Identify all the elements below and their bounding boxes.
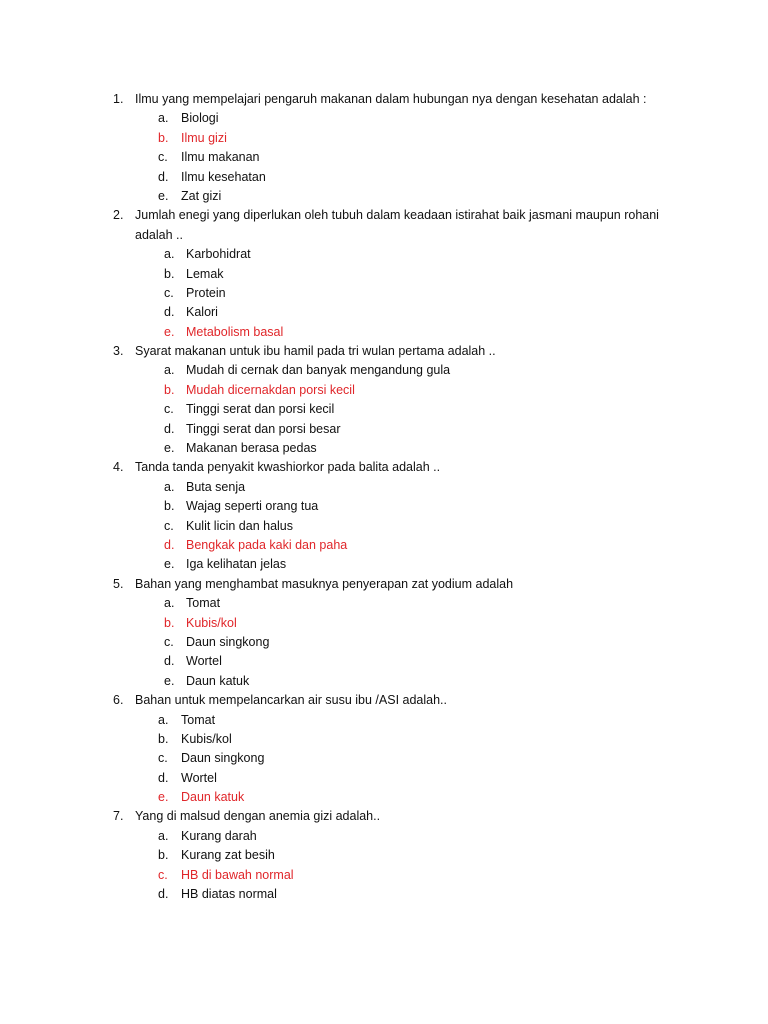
option-text: Kalori [186,305,218,320]
question-number: 6. [113,693,124,708]
option-letter: b. [158,130,169,145]
answer-option-correct [0,381,768,400]
option-letter: b. [164,615,175,630]
option-text: Bengkak pada kaki dan paha [186,537,348,552]
option-text: Kulit licin dan halus [186,518,294,533]
option-letter: e. [164,557,175,572]
answer-option [0,711,768,730]
question-line [0,90,768,109]
question-line [0,691,768,710]
answer-option [0,749,768,768]
option-letter: d. [158,169,169,184]
answer-option-correct [0,614,768,633]
answer-option [0,478,768,497]
question-number: 5. [113,576,124,591]
answer-option [0,265,768,284]
option-text: Protein [186,285,226,300]
answer-option-correct [0,536,768,555]
answer-option [0,284,768,303]
question-line [0,575,768,594]
option-text: Daun katuk [181,790,245,805]
option-text: Kurang zat besih [181,848,275,863]
option-text: Wajag seperti orang tua [186,499,319,514]
option-letter: e. [164,673,175,688]
answer-option [0,245,768,264]
answer-option [0,420,768,439]
option-letter: c. [164,518,174,533]
answer-option-correct [0,866,768,885]
option-letter: d. [164,305,175,320]
option-text: Tomat [181,712,216,727]
option-letter: e. [158,790,169,805]
question-number: 1. [113,92,124,106]
option-text: Tinggi serat dan porsi kecil [186,402,335,417]
answer-option [0,633,768,652]
option-letter: d. [158,770,169,785]
option-text: Metabolism basal [186,324,284,339]
option-text: Daun katuk [186,673,250,688]
answer-option [0,769,768,788]
option-letter: d. [164,537,175,552]
question-number: 2. [113,208,124,223]
question-2 [0,206,768,342]
answer-option [0,594,768,613]
question-text: Bahan untuk mempelancarkan air susu ibu /ASI adalah.. [135,693,447,708]
quiz-page [0,90,768,904]
option-text: Tinggi serat dan porsi besar [186,421,341,436]
option-text: Zat gizi [181,188,222,203]
option-letter: b. [164,499,175,514]
option-letter: d. [158,887,169,902]
option-letter: d. [164,421,175,436]
option-letter: c. [158,150,168,165]
option-letter: d. [164,654,175,669]
option-letter: a. [164,363,175,378]
answer-option [0,827,768,846]
question-text: adalah .. [135,227,183,242]
option-text: Buta senja [186,479,246,494]
question-7 [0,807,768,904]
answer-option-correct [0,788,768,807]
option-letter: c. [164,402,174,417]
option-letter: c. [158,751,168,766]
question-number: 4. [113,460,124,475]
question-number: 7. [113,809,124,824]
option-letter: b. [164,266,175,281]
answer-option [0,439,768,458]
question-5 [0,575,768,691]
answer-option [0,730,768,749]
option-text: Tomat [186,596,221,611]
option-text: Ilmu gizi [181,130,227,145]
answer-option [0,148,768,167]
answer-option [0,555,768,574]
question-3 [0,342,768,458]
question-6 [0,691,768,807]
answer-option [0,517,768,536]
option-text: Kubis/kol [181,731,232,746]
option-letter: c. [164,634,174,649]
question-line [0,807,768,826]
option-letter: a. [164,479,175,494]
answer-option-correct [0,129,768,148]
option-letter: c. [158,867,168,882]
option-text: Mudah di cernak dan banyak mengandung gula [186,363,451,378]
answer-option [0,303,768,322]
option-text: Wortel [186,654,222,669]
question-text: Yang di malsud dengan anemia gizi adalah.. [135,809,381,824]
option-text: Daun singkong [186,634,270,649]
question-line [0,458,768,477]
option-letter: e. [164,441,175,456]
option-text: Makanan berasa pedas [186,441,317,456]
option-letter: a. [164,247,175,262]
option-letter: b. [158,848,169,863]
option-letter: c. [164,285,174,300]
answer-option [0,497,768,516]
option-text: Iga kelihatan jelas [186,557,287,572]
answer-option [0,652,768,671]
option-letter: a. [158,712,169,727]
option-text: Biologi [181,111,219,126]
question-line [0,206,768,225]
option-letter: a. [164,596,175,611]
option-letter: b. [158,731,169,746]
question-4 [0,458,768,574]
option-letter: e. [158,188,169,203]
answer-option [0,361,768,380]
answer-option [0,672,768,691]
option-text: Ilmu kesehatan [181,169,266,184]
option-text: Daun singkong [181,751,265,766]
option-letter: e. [164,324,175,339]
question-1 [0,90,768,206]
answer-option [0,846,768,865]
answer-option-correct [0,323,768,342]
option-text: Ilmu makanan [181,150,260,165]
question-text: Tanda tanda penyakit kwashiorkor pada balita adalah .. [135,460,441,475]
question-text: Syarat makanan untuk ibu hamil pada tri wulan pertama adalah .. [135,344,496,359]
option-text: HB di bawah normal [181,867,294,882]
option-text: HB diatas normal [181,887,277,902]
question-text: Ilmu yang mempelajari pengaruh makanan dalam hubungan nya dengan kesehatan adalah : [135,92,647,106]
answer-option [0,885,768,904]
option-text: Wortel [181,770,217,785]
option-text: Mudah dicernakdan porsi kecil [186,382,355,397]
option-text: Lemak [186,266,224,281]
option-letter: a. [158,828,169,843]
option-text: Kubis/kol [186,615,237,630]
answer-option [0,187,768,206]
option-letter: a. [158,111,169,126]
answer-option [0,168,768,187]
answer-option [0,400,768,419]
question-text: Jumlah enegi yang diperlukan oleh tubuh dalam keadaan istirahat baik jasmani maupun rohani [135,208,659,223]
question-number: 3. [113,344,124,359]
answer-option [0,109,768,128]
option-text: Kurang darah [181,828,257,843]
option-text: Karbohidrat [186,247,251,262]
question-line [0,342,768,361]
option-letter: b. [164,382,175,397]
question-text: Bahan yang menghambat masuknya penyerapan zat yodium adalah [135,576,514,591]
question-line [0,226,768,245]
